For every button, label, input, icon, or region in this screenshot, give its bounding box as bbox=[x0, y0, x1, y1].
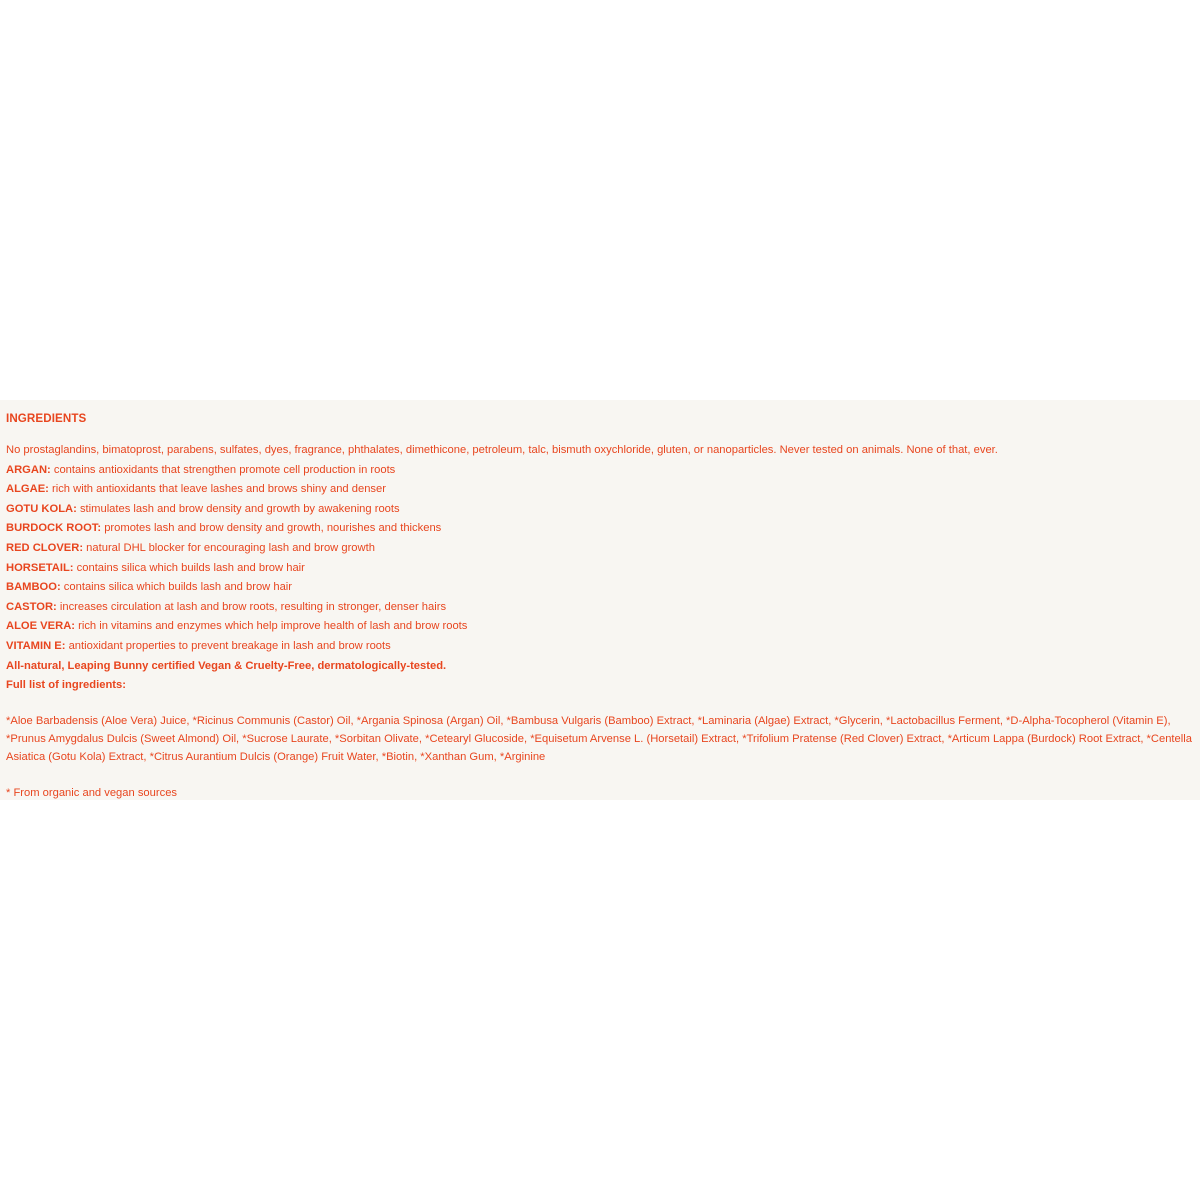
ingredient-item-red-clover bbox=[6, 539, 1194, 559]
ingredient-item-bamboo bbox=[6, 578, 1194, 598]
organic-footnote: * From organic and vegan sources bbox=[6, 786, 178, 799]
ingredient-item-gotu-kola bbox=[6, 500, 1194, 520]
ingredients-heading: INGREDIENTS bbox=[6, 412, 87, 425]
ingredient-description: contains antioxidants that strengthen promote cell production in roots bbox=[50, 463, 396, 476]
ingredient-item-algae bbox=[6, 480, 1194, 500]
ingredient-description: increases circulation at lash and brow roots, resulting in stronger, denser hairs bbox=[56, 600, 447, 613]
ingredient-description: contains silica which builds lash and brow hair bbox=[73, 561, 305, 574]
ingredient-label: ALOE VERA: bbox=[6, 620, 75, 633]
ingredient-description: natural DHL blocker for encouraging lash and brow growth bbox=[83, 541, 375, 554]
ingredient-description: contains silica which builds lash and brow hair bbox=[60, 581, 293, 594]
ingredient-item-vitamin-e bbox=[6, 637, 1194, 657]
ingredient-label: ALGAE: bbox=[6, 483, 49, 496]
ingredient-description: rich with antioxidants that leave lashes and brows shiny and denser bbox=[48, 483, 386, 496]
ingredient-description: rich in vitamins and enzymes which help improve health of lash and brow roots bbox=[75, 620, 468, 633]
ingredient-label: GOTU KOLA: bbox=[6, 502, 77, 515]
ingredient-label: CASTOR: bbox=[6, 600, 57, 613]
ingredient-label: BURDOCK ROOT: bbox=[6, 522, 102, 535]
certification-statement: All-natural, Leaping Bunny certified Vegan & Cruelty-Free, dermatologically-tested. bbox=[6, 659, 447, 672]
full-list-label: Full list of ingredients: bbox=[6, 679, 126, 692]
ingredient-item-argan bbox=[6, 461, 1194, 481]
ingredient-label: ARGAN: bbox=[6, 463, 51, 476]
ingredients-panel bbox=[0, 400, 1200, 800]
ingredient-item-castor bbox=[6, 598, 1194, 618]
exclusions-statement: No prostaglandins, bimatoprost, parabens, sulfates, dyes, fragrance, phthalates, dimethicone, petroleum, talc, bismuth oxychloride, gluten, or nanoparticles. Never tested on animals. None of that, ever. bbox=[6, 444, 998, 456]
ingredient-label: BAMBOO: bbox=[6, 581, 61, 594]
ingredient-label: HORSETAIL: bbox=[6, 561, 74, 574]
full-ingredient-list: *Aloe Barbadensis (Aloe Vera) Juice, *Ricinus Communis (Castor) Oil, *Argania Spinosa (Argan) Oil, *Bambusa Vulgaris (Bamboo) Extract, *Laminaria (Algae) Extract, *Glycerin, *Lactobacillus Ferment, *D-Alpha-Tocopherol (Vitamin E), *Prunus Amygdalus Dulcis (Sweet Almond) Oil, *Sucrose Laurate, *Sorbitan Olivate, *Cetearyl Glucoside, *Equisetum Arvense L. (Horsetail) Extract, *Trifolium Pratense (Red Clover) Extract, *Articum Lappa (Burdock) Root Extract, *Centella Asiatica (Gotu Kola) Extract, *Citrus Aurantium Dulcis (Orange) Fruit Water, *Biotin, *Xanthan Gum, *Arginine bbox=[6, 714, 1192, 763]
ingredient-description: promotes lash and brow density and growth, nourishes and thickens bbox=[101, 522, 442, 535]
ingredient-description: antioxidant properties to prevent breakage in lash and brow roots bbox=[65, 639, 391, 652]
ingredient-item-aloe-vera bbox=[6, 617, 1194, 637]
ingredient-item-horsetail bbox=[6, 559, 1194, 579]
ingredient-item-burdock-root bbox=[6, 519, 1194, 539]
ingredient-label: RED CLOVER: bbox=[6, 541, 84, 554]
ingredient-description: stimulates lash and brow density and growth by awakening roots bbox=[76, 502, 400, 515]
ingredient-label: VITAMIN E: bbox=[6, 639, 66, 652]
